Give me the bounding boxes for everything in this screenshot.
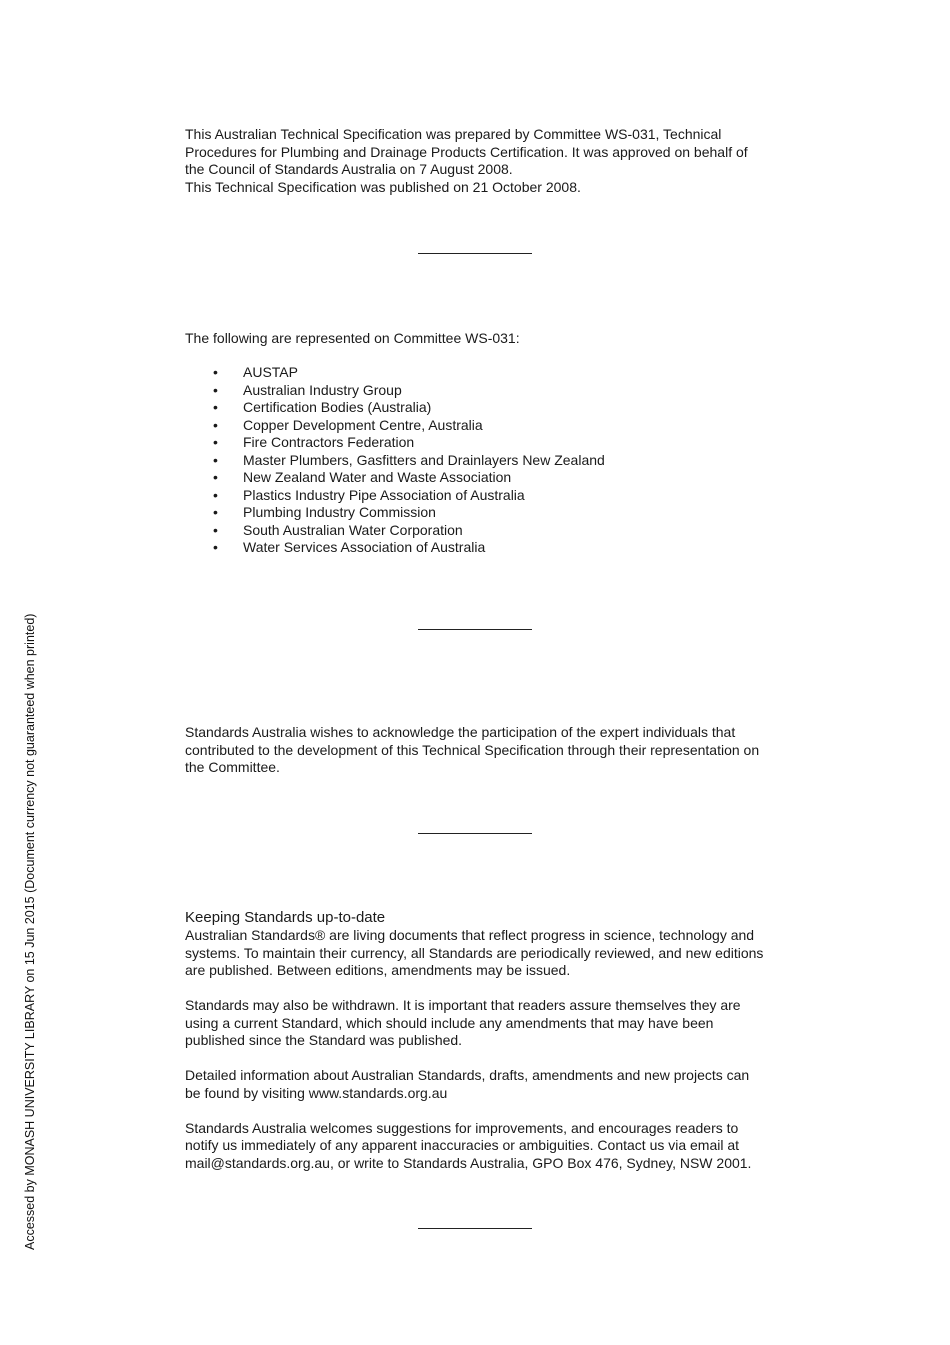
section-divider-3 bbox=[418, 833, 532, 834]
bullet-icon: • bbox=[213, 539, 218, 555]
access-watermark-note: Accessed by MONASH UNIVERSITY LIBRARY on 15 Jun 2015 (Document currency not guaranteed when printed) bbox=[23, 613, 37, 1250]
keeping-paragraph-2: Standards may also be withdrawn. It is important that readers assure themselves they are using a current Standard, which should include any amendments that may have been published since the Standard was published. bbox=[185, 997, 741, 1048]
bullet-icon: • bbox=[213, 399, 218, 415]
section-heading: Keeping Standards up-to-date bbox=[185, 909, 386, 926]
approval-statement bbox=[185, 126, 775, 196]
keeping-paragraph-4: Standards Australia welcomes suggestions for improvements, and encourages readers to notify us immediately of any apparent inaccuracies or ambiguities. Contact us via email at mail@standards.org.au, or write to Standards Australia, GPO Box 476, Sydney, NSW 2001. bbox=[185, 1119, 752, 1171]
committee-member-list bbox=[185, 364, 605, 557]
bullet-icon: • bbox=[213, 521, 218, 538]
bullet-icon: • bbox=[213, 486, 218, 503]
section-divider-1 bbox=[418, 253, 532, 254]
committee-member: • Copper Development Centre, Australia bbox=[213, 416, 483, 433]
bullet-icon: • bbox=[213, 434, 218, 450]
bullet-icon: • bbox=[213, 451, 218, 468]
acknowledgement-line-3: the Committee. bbox=[185, 759, 280, 775]
committee-member: • Plastics Industry Pipe Association of Australia bbox=[213, 486, 525, 503]
acknowledgement-line-2: contributed to the development of this Technical Specification through their representation on bbox=[185, 741, 760, 758]
publication-line: This Technical Specification was published on 21 October 2008. bbox=[185, 178, 581, 195]
keeping-paragraph-3: Detailed information about Australian Standards, drafts, amendments and new projects can be found by visiting www.standards.org.au bbox=[185, 1067, 750, 1101]
committee-intro: The following are represented on Committee WS-031: bbox=[185, 330, 520, 346]
committee-member: • Plumbing Industry Commission bbox=[213, 504, 436, 520]
committee-member: • Australian Industry Group bbox=[213, 381, 402, 398]
bullet-icon: • bbox=[213, 504, 218, 520]
committee-member: • Water Services Association of Australia bbox=[213, 539, 486, 555]
committee-member: • Fire Contractors Federation bbox=[213, 434, 415, 450]
section-divider-4 bbox=[418, 1228, 532, 1229]
bullet-icon: • bbox=[213, 469, 218, 485]
approval-line-3: the Council of Standards Australia on 7 August 2008. bbox=[185, 161, 513, 177]
keeping-standards-section bbox=[185, 909, 775, 1172]
committee-member: • AUSTAP bbox=[213, 364, 298, 380]
committee-member: • Master Plumbers, Gasfitters and Drainlayers New Zealand bbox=[213, 451, 605, 468]
committee-member: • New Zealand Water and Waste Association bbox=[213, 469, 512, 485]
acknowledgement-line-1: Standards Australia wishes to acknowledge the participation of the expert individuals that bbox=[185, 724, 736, 740]
acknowledgement bbox=[185, 724, 775, 777]
committee-member: • South Australian Water Corporation bbox=[213, 521, 463, 538]
committee-member: • Certification Bodies (Australia) bbox=[213, 399, 432, 415]
approval-line-2: Procedures for Plumbing and Drainage Products Certification. It was approved on behalf of bbox=[185, 143, 748, 160]
keeping-paragraph-1: Australian Standards® are living documents that reflect progress in science, technology and systems. To maintain their currency, all Standards are periodically reviewed, and new editions are published. Between editions, amendments may be issued. bbox=[185, 927, 764, 978]
bullet-icon: • bbox=[213, 416, 218, 433]
approval-line-1: This Australian Technical Specification was prepared by Committee WS-031, Technical bbox=[185, 126, 722, 142]
section-divider-2 bbox=[418, 629, 532, 630]
bullet-icon: • bbox=[213, 381, 218, 398]
bullet-icon: • bbox=[213, 364, 218, 380]
